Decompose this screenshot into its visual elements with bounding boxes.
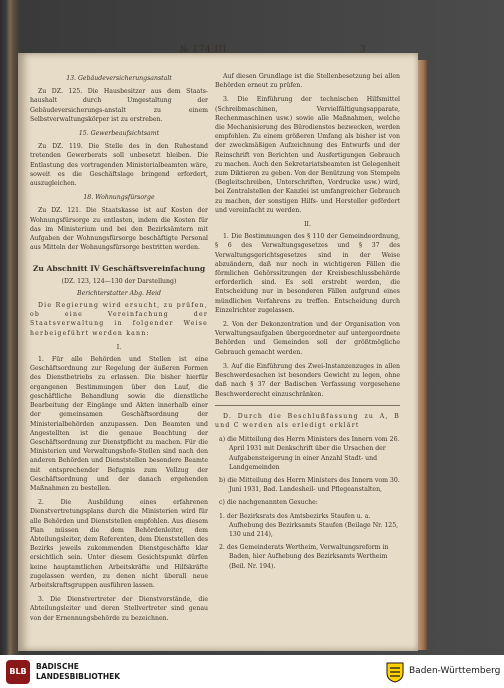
blb-logo[interactable]: BLB — [6, 660, 30, 684]
section-18-text: Zu DZ. 121. Die Staatskasse ist auf Kosten der Wohnungsfürsorge zu entlasten, indem die Kosten für das im Ministerium und bei den Bezirksämtern mit Aufgaben der Wohnungsfürsorge beschäftigte Personal aus Mitteln der Wohnungsfürsorge bestritten werden. — [30, 207, 208, 252]
roman-numeral-2: II. — [304, 221, 311, 229]
bw-crest-icon — [385, 661, 405, 683]
d-item-c: c) die nachgenannten Gesuche: — [219, 499, 318, 507]
item-2: 2. Die Ausbildung eines erfahrenen Dienstvertretungsplans durch die Ministerien wird für alle Behörden und Dienststellen empfohlen. Aus diesem Plan müssen die dem Behördenleiter, dem Abteilungsleiter, dem Referenten, dem Dienststellen des Bezirks jeweils zukommenden Dienstgeschäfte klar ersichtlich sein. Unter diesem Gesichtspunkt dürfen keine hauptamtlichen Arbeitskräfte und Hilfskräfte zugelassen werden, zu denen nicht überall neue Arbeitskraftsgruppen ausführen lassen. — [30, 499, 208, 589]
petition-2: 2. des Gemeinderats Wertheim, Verwaltungsreform in Baden, hier Aufhebung des Bezirksamts Wertheim (Beil. Nr. 194). — [219, 544, 389, 570]
section-subheading: (DZ. 123, 124—130 der Darstellung) — [61, 277, 177, 285]
d-item-a: a) die Mitteilung des Herrn Ministers des Innern vom 26. April 1931 mit Denkschrift über die Ursachen der Aufgabensteigerung in einer Anzahl Stadt- und Landgemeinden — [219, 436, 400, 471]
section-15-title: 15. Gewerbeaufsichtsamt — [78, 130, 160, 138]
continuation-text: Auf diesen Grundlage ist die Stellenbesetzung bei allen Behörden erneut zu prüfen. — [215, 73, 400, 90]
bw-name[interactable]: Baden-Württemberg — [409, 666, 501, 676]
blb-name[interactable] — [36, 662, 120, 682]
item-1: 1. Für alle Behörden und Stellen ist eine Geschäftsordnung zur Regelung der äußeren Formen des Dienstbetriebs zu erlassen. Die bisher hierfür ergangenen Bestimmungen über den Lauf, die geschäftliche Behandlung sowie die dienstliche Bearbeitung der Eingänge und Akten innerhalb einer der gemeinsamen Geschäftsordnung der Ministerialbehörden anzupassen. Den Beamten und Angestellten ist die genaue Beachtung der Geschäftsordnung zur Dienstpflicht zu machen. Für die Ministerien und Verwaltungshofe-Stellen sind nach den anderen Behörden und Dienststellen besondere Beamte mit entsprechender Befugnis zum Vollzug der Geschäftsordnung und der danach ergehenden Maßnahmen zu bestellen. — [30, 356, 208, 492]
section-13-title: 13. Gebäudeversicherungsanstalt — [66, 75, 172, 82]
section-18-title: 18. Wohnungsfürsorge — [83, 194, 155, 202]
right-column — [215, 72, 400, 575]
item-3: 3. Die Dienstvertreter der Dienstvorstände, die Abteilungsleiter und deren Stellvertreter sind genau von der Ernennungsbehörde zu bezeichnen. — [30, 596, 208, 622]
left-column — [30, 72, 208, 628]
divider — [215, 405, 400, 406]
ii-item-1: 1. Die Bestimmungen des § 110 der Gemeindeordnung, § 6 des Verwaltungsgesetzes und § 37 des Verwaltungsgerichtsgesetzes sind in der Weise abzuändern, daß nur noch in wichtigeren Fällen die förmlichen Gehörssitzungen der Kreisbeschlussbehörde erforderlich sind. Es soll erstrebt werden, die Entscheidung nur in besonderen Fällen aufgrund eines mündlichen Verfahrens zu treffen. Entscheidung durch Einzelrichter zugelassen. — [215, 233, 400, 314]
footer-bar — [0, 655, 504, 688]
page-header: № 174 III — [180, 45, 227, 55]
ii-item-3: 3. Auf die Einführung des Zwei-Instanzenzuges in allen Beschwerdesachen ist besonders Gewicht zu legen, ohne daß nach § 37 der Badischen Verfassung vorgesehene Beschwerderecht einzuschränken. — [215, 362, 400, 398]
blb-name-line-2: LANDESBIBLIOTHEK — [36, 672, 121, 681]
page-edge — [418, 60, 427, 650]
roman-numeral-1: I. — [116, 343, 122, 351]
intro-text: Die Regierung wird ersucht, zu prüfen, ob eine Vereinfachung der Staatsverwaltung in folgender Weise herbeigeführt werden kann: — [30, 302, 208, 337]
section-d-heading: D. Durch die Beschlußfassung zu A, B und C werden als erledigt erklärt — [215, 412, 400, 429]
page-number: 3 — [360, 45, 366, 55]
item-3b: 3. Die Einführung der technischen Hilfsmittel (Schreibmaschinen, Vervielfältigungsapparate, Rechenmaschinen usw.) sowie alle Maßnahmen, welche die Mechanisierung des Bürodienstes bezwecken, werden empfohlen. Zu einem größeren Umfang als bisher ist von der zweckmäßigen Aufzeichnung des Entwurfs und der Reinschrift von Berichten und Ausfertigungen Gebrauch zu machen. Auch den Sekretariatsbeamten ist Gelegenheit zum Diktieren zu geben. Von der Benützung von Stempeln (Begleitschreiben, Unterschriften, Vordrucke usw.) wird, bei Zentralstellen der Kanzlei ist umfangreicher Gebrauch zu machen, der sonstigen Hilfs- und Hersteller gefördert und vereinfacht zu werden. — [215, 96, 400, 214]
section-heading: Zu Abschnitt IV Geschäftsvereinfachung — [32, 264, 206, 274]
reporter: Berichterstatter Abg. Heid — [77, 289, 161, 297]
petition-1: 1. der Bezirksrats des Amtsbezirks Staufen u. a. Aufhebung des Bezirksamts Staufen (Beilage Nr. 125, 130 und 214), — [219, 512, 399, 538]
d-item-b: b) die Mitteilung des Herrn Ministers des Innern vom 30. Juni 1931, Bad. Landesheil- und Pflegeanstalten, — [219, 476, 400, 494]
ii-item-2: 2. Von der Dekonzentration und der Organisation von Verwaltungsaufgaben übergeordneter auf untergeordnete Behörden und Gemeinden soll der größtmögliche Gebrauch gemacht werden. — [215, 321, 400, 356]
section-15-text: Zu DZ. 119. Die Stelle des in den Ruhestand tretenden Gewerberats soll unbesetzt bleiben. Die Entlastung des vortragenden Ministerialbeamten wäre, soweit es die Geschäftslage bringend erfordert, auszugleichen. — [30, 143, 208, 188]
section-13-text: Zu DZ. 125. Die Hausbesitzer aus dem Staats-haushalt durch Umgestaltung der Gebäudeversicherungs-anstalt zu einem Selbstverwaltungskörper ist zu erstreben. — [30, 88, 208, 123]
blb-name-line-1: BADISCHE — [36, 662, 79, 671]
